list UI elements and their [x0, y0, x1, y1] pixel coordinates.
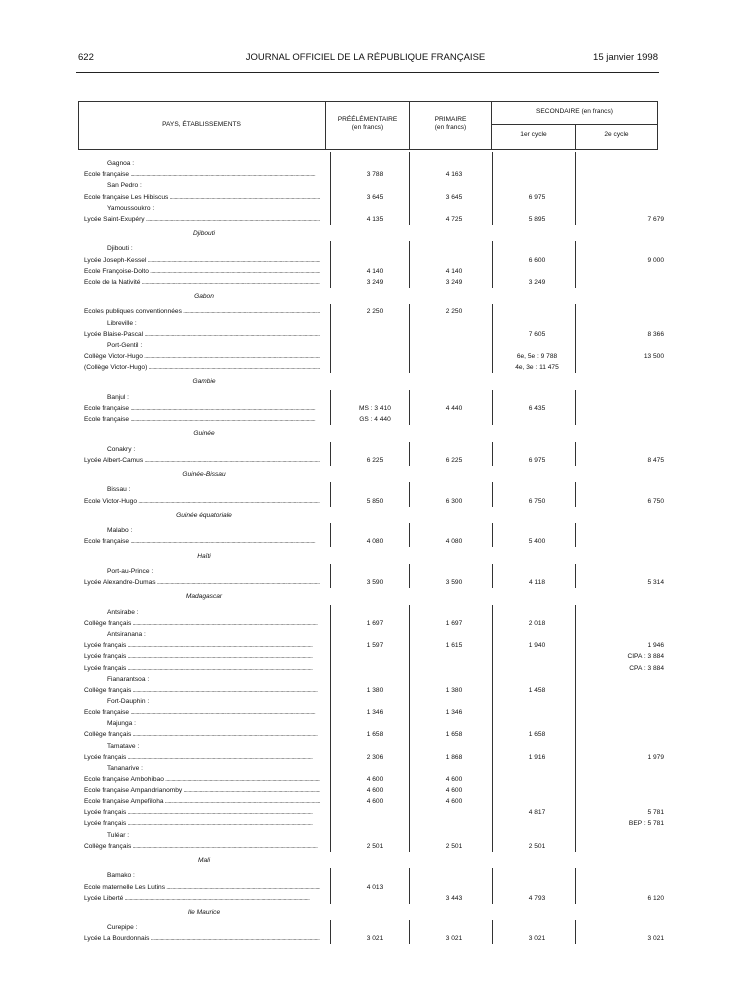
preelementaire-value: 1 658 [366, 731, 384, 739]
country-heading-row [0, 591, 731, 602]
cycle1-value: 4 793 [528, 894, 546, 902]
establishment-name: Lycée français ..... [84, 663, 320, 674]
country-heading: Gambie [192, 378, 216, 386]
establishment-name: Ecole française ..... [84, 536, 320, 547]
preelementaire-value: 4 080 [366, 538, 384, 546]
country-heading: Gabon [194, 292, 214, 300]
col-rule-primaire [409, 304, 410, 373]
preelementaire-value: 4 135 [366, 215, 384, 223]
cycle2-value: 13 500 [643, 353, 664, 360]
cycle2-value: 8 475 [647, 456, 664, 464]
header-cycle-1: 1er cycle [520, 131, 547, 138]
cycle2-value: 8 366 [647, 330, 664, 338]
col-rule-cycle2 [575, 920, 576, 944]
city-row [0, 444, 731, 455]
city-row [0, 763, 731, 774]
table-row [0, 577, 731, 588]
cycle2-value: 9 000 [647, 256, 664, 264]
city-name: Fort-Dauphin : [107, 697, 150, 705]
col-rule-primaire [409, 868, 410, 903]
city-row [0, 392, 731, 403]
table-row [0, 351, 731, 362]
primaire-value: 1 346 [445, 709, 463, 717]
country-heading-row [0, 551, 731, 562]
establishment-name: Lycée La Bourdonnais ..... [84, 933, 320, 944]
cycle2-value: BEP : 5 781 [628, 820, 664, 828]
table-row [0, 796, 731, 807]
establishment-name: Lycée Joseph-Kessel ..... [84, 255, 320, 266]
cycle1-value: 5 400 [528, 538, 546, 546]
col-rule-cycle1 [492, 442, 493, 466]
primaire-value: 3 443 [445, 894, 463, 902]
cycle2-value: 5 314 [647, 579, 664, 587]
col-rule-cycle1 [492, 304, 493, 373]
table-row [0, 329, 731, 340]
establishment-name: Ecole Victor-Hugo ..... [84, 496, 320, 507]
establishment-name: Collège français ..... [84, 729, 320, 740]
col-rule-preelementaire [330, 920, 331, 944]
establishment-name: Lycée français ..... [84, 651, 320, 662]
header-primaire-unit: (en francs) [434, 124, 467, 131]
preelementaire-value: 2 306 [366, 753, 384, 761]
city-name: Bissau : [107, 486, 131, 494]
table-row [0, 255, 731, 266]
cycle1-value: 3 021 [528, 935, 546, 943]
col-rule-cycle1 [492, 920, 493, 944]
page-number: 622 [78, 52, 94, 63]
table-row [0, 306, 731, 317]
cycle2-value: 1 946 [647, 642, 664, 650]
country-heading-row [0, 428, 731, 439]
preelementaire-value: 4 013 [366, 883, 384, 891]
establishment-name: Lycée Albert-Camus ..... [84, 455, 320, 466]
preelementaire-value: GS : 4 440 [359, 416, 391, 423]
cycle2-value: 3 021 [647, 935, 664, 943]
preelementaire-value: 4 600 [366, 798, 384, 806]
city-row [0, 674, 731, 685]
establishment-name: Ecole de la Nativité ..... [84, 277, 320, 288]
country-heading: Haïti [197, 552, 211, 560]
table-row [0, 618, 731, 629]
city-row [0, 484, 731, 495]
col-rule-cycle2 [575, 482, 576, 506]
country-heading-row [0, 469, 731, 480]
city-row [0, 607, 731, 618]
table-row [0, 192, 731, 203]
city-row [0, 718, 731, 729]
table-row [0, 882, 731, 893]
table-row [0, 818, 731, 829]
city-name: Banjul : [107, 393, 129, 401]
primaire-value: 6 225 [445, 456, 463, 464]
city-row [0, 870, 731, 881]
cycle1-value: 2 018 [528, 620, 546, 627]
table-row [0, 651, 731, 662]
preelementaire-value: 3 645 [366, 193, 384, 201]
primaire-value: 4 600 [445, 798, 463, 806]
cycle1-value: 6 975 [528, 456, 546, 464]
primaire-value: 4 440 [445, 404, 463, 412]
col-rule-cycle1 [492, 390, 493, 425]
primaire-value: 4 600 [445, 776, 463, 783]
table-row [0, 807, 731, 818]
table-header-bottom-border [78, 149, 658, 150]
col-rule-preelementaire [330, 152, 331, 225]
country-heading-row [0, 907, 731, 918]
city-name: Port-Gentil : [107, 341, 143, 349]
publication-date: 15 janvier 1998 [593, 52, 658, 63]
col-rule-cycle2 [575, 304, 576, 373]
header-cycle-2: 2e cycle [604, 131, 629, 138]
col-rule-cycle2 [575, 241, 576, 288]
preelementaire-value: 1 346 [366, 709, 384, 717]
cycle1-value: 2 501 [528, 842, 546, 850]
preelementaire-value: 1 380 [366, 686, 384, 694]
city-name: Tananarive : [107, 764, 143, 772]
col-rule-primaire [409, 152, 410, 225]
table-row [0, 774, 731, 785]
col-rule-primaire [409, 442, 410, 466]
cycle1-value: 6 975 [528, 193, 546, 201]
establishment-name: Ecole française ..... [84, 403, 320, 414]
primaire-value: 4 080 [445, 538, 463, 546]
header-primaire: PRIMAIRE [434, 116, 467, 123]
col-rule-preelementaire [330, 241, 331, 288]
city-name: Libreville : [107, 319, 137, 327]
col-rule-cycle2 [575, 390, 576, 425]
col-rule-cycle1 [492, 605, 493, 852]
city-row [0, 629, 731, 640]
cycle1-value: 6 750 [528, 497, 546, 505]
header-preelementaire-unit: (en francs) [351, 124, 384, 131]
cycle1-value: 3 249 [528, 278, 546, 286]
establishment-name: Lycée français ..... [84, 807, 320, 818]
cycle2-value: 7 679 [647, 215, 664, 223]
col-rule-cycle1 [492, 523, 493, 547]
table-row [0, 362, 731, 373]
establishment-name: Ecole française ..... [84, 707, 320, 718]
city-name: Tuléar : [107, 831, 130, 839]
country-heading: Guinée-Bissau [182, 470, 226, 478]
establishment-name: Collège français ..... [84, 841, 320, 852]
establishment-name: Ecole française Les Hibiscus ..... [84, 192, 320, 203]
establishment-name: Lycée Liberté ..... [84, 893, 320, 904]
city-name: San Pedro : [107, 182, 142, 190]
city-row [0, 318, 731, 329]
establishment-name: Lycée Alexandre-Dumas ..... [84, 577, 320, 588]
city-name: Fianarantsoa : [107, 675, 150, 683]
establishment-name: Collège français ..... [84, 618, 320, 629]
table-row [0, 266, 731, 277]
preelementaire-value: 4 140 [366, 267, 384, 275]
preelementaire-value: 3 590 [366, 579, 384, 587]
table-row [0, 933, 731, 944]
establishment-name: Ecole Françoise-Dolto ..... [84, 266, 320, 277]
establishment-name: Lycée français ..... [84, 640, 320, 651]
table-row [0, 536, 731, 547]
table-row [0, 169, 731, 180]
primaire-value: 3 021 [445, 935, 463, 943]
primaire-value: 3 590 [445, 579, 463, 587]
cycle2-value: 6 750 [647, 497, 664, 505]
preelementaire-value: 3 788 [366, 171, 384, 179]
preelementaire-value: 1 697 [366, 620, 384, 627]
table-row [0, 841, 731, 852]
city-row [0, 158, 731, 169]
cycle1-value: 5 895 [528, 215, 546, 223]
preelementaire-value: 6 225 [366, 456, 384, 464]
city-row [0, 525, 731, 536]
col-rule-preelementaire [330, 304, 331, 373]
table-row [0, 414, 731, 425]
preelementaire-value: 4 600 [366, 787, 384, 795]
col-rule-primaire [409, 482, 410, 506]
col-rule-cycle1 [492, 241, 493, 288]
city-name: Yamoussoukro : [107, 204, 155, 212]
table-row [0, 403, 731, 414]
primaire-value: 1 697 [445, 620, 463, 627]
primaire-value: 1 868 [445, 753, 463, 761]
table-row [0, 455, 731, 466]
col-rule-primaire [409, 920, 410, 944]
cycle1-value: 6 600 [528, 256, 546, 264]
city-name: Majunga : [107, 720, 136, 728]
table-row [0, 707, 731, 718]
country-heading: Guinée équatoriale [176, 511, 232, 519]
cycle2-value: 5 781 [647, 809, 664, 817]
establishment-name: Ecole maternelle Les Lutins ..... [84, 882, 320, 893]
city-row [0, 696, 731, 707]
primaire-value: 4 140 [445, 267, 463, 275]
table-row [0, 893, 731, 904]
table-row [0, 752, 731, 763]
col-rule-cycle2 [575, 868, 576, 903]
city-name: Gagnoa : [107, 160, 135, 167]
table-row [0, 663, 731, 674]
table-row [0, 729, 731, 740]
header-secondaire: SECONDAIRE (en francs) [536, 108, 613, 115]
preelementaire-value: 1 597 [366, 642, 384, 650]
col-rule-preelementaire [330, 523, 331, 547]
country-heading-row [0, 376, 731, 387]
col-rule-cycle1 [492, 152, 493, 225]
primaire-value: 1 380 [445, 686, 463, 694]
city-row [0, 203, 731, 214]
city-name: Djibouti : [107, 245, 133, 253]
preelementaire-value: 4 600 [366, 776, 384, 783]
table-row [0, 785, 731, 796]
col-rule-cycle1 [492, 482, 493, 506]
cycle1-value: 6 435 [528, 404, 546, 412]
col-rule-cycle1 [492, 564, 493, 588]
country-heading: Djibouti [193, 229, 215, 237]
city-row [0, 180, 731, 191]
primaire-value: 2 501 [445, 842, 463, 850]
primaire-value: 6 300 [445, 497, 463, 505]
country-heading: Ile Maurice [187, 908, 221, 916]
city-row [0, 830, 731, 841]
establishment-name: Ecoles publiques conventionnées ..... [84, 306, 320, 317]
col-rule-cycle2 [575, 523, 576, 547]
city-name: Antsiranana : [107, 631, 146, 639]
col-rule-primaire [409, 564, 410, 588]
establishment-name: Ecole française Ampandrianomby ..... [84, 785, 320, 796]
city-name: Malabo : [107, 527, 133, 535]
right-border [657, 101, 658, 149]
country-heading: Guinée [193, 430, 215, 438]
journal-title: JOURNAL OFFICIEL DE LA RÉPUBLIQUE FRANÇAISE [245, 52, 486, 63]
preelementaire-value: 2 501 [366, 842, 384, 850]
cycle1-value: 4 817 [528, 809, 546, 817]
cycle1-value: 1 940 [528, 642, 546, 650]
col-rule-preelementaire [330, 564, 331, 588]
primaire-value: 3 249 [445, 278, 463, 286]
establishment-name: Lycée français ..... [84, 818, 320, 829]
col-rule-preelementaire [330, 390, 331, 425]
col-rule-cycle1 [492, 868, 493, 903]
country-heading-row [0, 510, 731, 521]
col-rule-primaire [409, 605, 410, 852]
col-rule-cycle2 [575, 152, 576, 225]
establishment-name: Ecole française Ampefiloha ..... [84, 796, 320, 807]
table-row [0, 214, 731, 225]
primaire-value: 1 615 [445, 642, 463, 650]
preelementaire-value: 3 021 [366, 935, 384, 943]
country-heading: Madagascar [185, 593, 223, 601]
col-rule-cycle2 [575, 605, 576, 852]
table-row [0, 685, 731, 696]
col-rule-cycle2 [575, 564, 576, 588]
preelementaire-value: 3 249 [366, 278, 384, 286]
city-row [0, 922, 731, 933]
col-rule-preelementaire [330, 868, 331, 903]
country-heading-row [0, 291, 731, 302]
city-name: Conakry : [107, 445, 136, 453]
establishment-name: Lycée Saint-Exupéry ..... [84, 214, 320, 225]
cycle1-value: 4e, 3e : 11 475 [515, 364, 559, 372]
cycle2-value: CIPA : 3 884 [627, 653, 664, 661]
cycle1-value: 7 605 [528, 330, 546, 338]
primaire-value: 4 725 [445, 215, 463, 223]
header-rule [76, 72, 659, 73]
preelementaire-value: 5 850 [366, 497, 384, 505]
table-top-border [78, 101, 658, 102]
establishment-name: Ecole française ..... [84, 414, 320, 425]
primaire-value: 2 250 [445, 308, 463, 316]
primaire-value: 4 600 [445, 787, 463, 795]
primaire-value: 4 163 [445, 171, 463, 179]
establishment-name: Collège français ..... [84, 685, 320, 696]
cycle1-value: 1 916 [528, 753, 546, 761]
establishment-name: Ecole française ..... [84, 169, 320, 180]
cycle1-value: 1 458 [528, 686, 546, 694]
table-row [0, 496, 731, 507]
establishment-name: Ecole française Ambohibao ..... [84, 774, 320, 785]
establishment-name: Lycée Blaise-Pascal ..... [84, 329, 320, 340]
city-name: Antsirabe : [107, 608, 139, 616]
col-rule-primaire [409, 523, 410, 547]
cycle2-value: 6 120 [647, 894, 664, 902]
cycle2-value: CPA : 3 884 [629, 664, 664, 672]
cycle1-value: 4 118 [528, 579, 545, 587]
city-row [0, 340, 731, 351]
cycle2-value: 1 979 [647, 753, 664, 761]
col-rule-preelementaire [330, 442, 331, 466]
col-rule-primaire [409, 390, 410, 425]
preelementaire-value: MS : 3 410 [359, 404, 391, 412]
city-name: Port-au-Prince : [107, 568, 154, 575]
city-row [0, 741, 731, 752]
city-row [0, 566, 731, 577]
cycle1-value: 6e, 5e : 9 788 [516, 353, 558, 360]
table-row [0, 277, 731, 288]
city-name: Tamatave : [107, 742, 140, 750]
col-rule-cycle2 [575, 442, 576, 466]
col-rule-preelementaire [330, 482, 331, 506]
city-row [0, 243, 731, 254]
establishment-name: Collège Victor-Hugo ..... [84, 351, 320, 362]
country-heading-row [0, 228, 731, 239]
cycle1-value: 1 658 [528, 731, 546, 739]
establishment-name: Lycée français ..... [84, 752, 320, 763]
table-row [0, 640, 731, 651]
country-heading-row [0, 855, 731, 866]
primaire-value: 1 658 [445, 731, 463, 739]
header-pays: PAYS, ÉTABLISSEMENTS [162, 121, 241, 128]
establishment-name: (Collège Victor-Hugo) ..... [84, 362, 320, 373]
primaire-value: 3 645 [445, 193, 463, 201]
city-name: Bamako : [107, 872, 135, 880]
col-rule-preelementaire [330, 605, 331, 852]
col-rule-primaire [409, 241, 410, 288]
header-preelementaire: PRÉÉLÉMENTAIRE [337, 116, 398, 123]
city-name: Curepipe : [107, 924, 138, 932]
preelementaire-value: 2 250 [366, 308, 384, 316]
country-heading: Mali [197, 856, 211, 864]
